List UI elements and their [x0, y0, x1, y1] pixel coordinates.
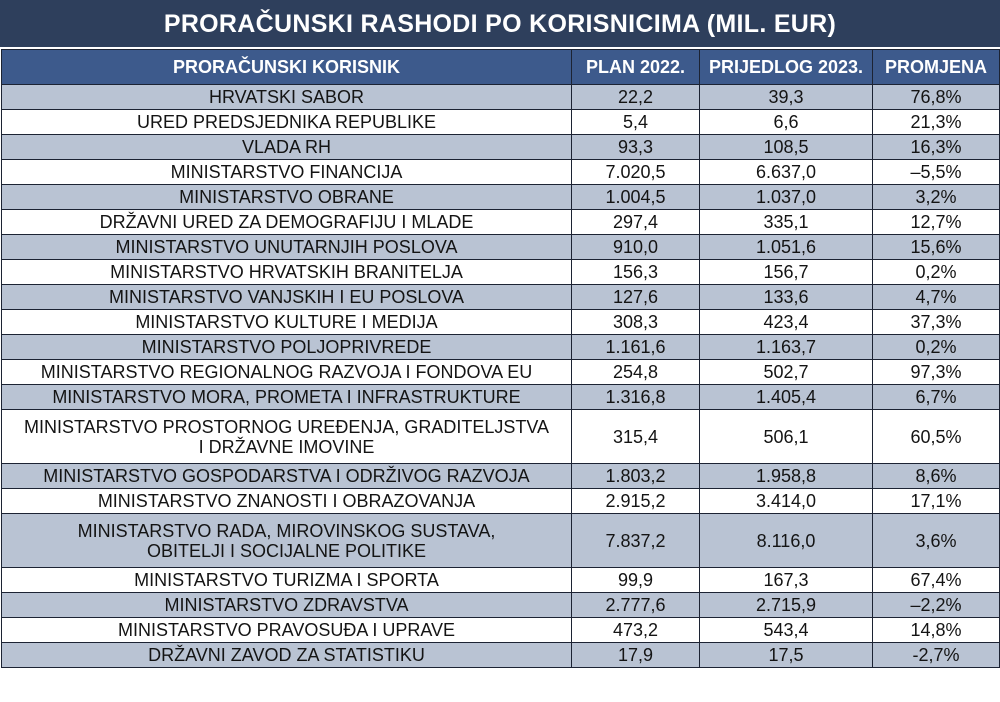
cell-plan-2022: 127,6	[572, 285, 700, 310]
table-row	[2, 464, 1000, 489]
cell-change: 0,2%	[873, 260, 1000, 285]
cell-change: 76,8%	[873, 85, 1000, 110]
header-plan-2022: PLAN 2022.	[572, 50, 700, 85]
cell-plan-2022: 17,9	[572, 643, 700, 668]
cell-change: 21,3%	[873, 110, 1000, 135]
cell-change: 3,2%	[873, 185, 1000, 210]
table-row	[2, 310, 1000, 335]
cell-change: 12,7%	[873, 210, 1000, 235]
cell-change: 67,4%	[873, 568, 1000, 593]
header-row	[2, 50, 1000, 85]
cell-proposal-2023: 39,3	[700, 85, 873, 110]
budget-user-name: MINISTARSTVO OBRANE	[179, 187, 394, 207]
cell-proposal-2023: 335,1	[700, 210, 873, 235]
budget-user-name: MINISTARSTVO UNUTARNJIH POSLOVA	[115, 237, 458, 257]
budget-user-name: MINISTARSTVO VANJSKIH I EU POSLOVA	[108, 287, 465, 307]
budget-user-name: MINISTARSTVO POLJOPRIVREDE	[141, 337, 432, 357]
budget-user-name-line2: I DRŽAVNE IMOVINE	[198, 436, 375, 457]
cell-plan-2022: 22,2	[572, 85, 700, 110]
cell-change: 4,7%	[873, 285, 1000, 310]
cell-budget-user	[2, 185, 572, 210]
cell-budget-user	[2, 260, 572, 285]
cell-budget-user	[2, 643, 572, 668]
budget-user-name: MINISTARSTVO ZNANOSTI I OBRAZOVANJA	[97, 491, 476, 511]
budget-user-name: VLADA RH	[241, 137, 332, 157]
cell-budget-user	[2, 489, 572, 514]
budget-user-name: MINISTARSTVO GOSPODARSTVA I ODRŽIVOG RAZVOJA	[43, 466, 530, 486]
table-row	[2, 568, 1000, 593]
cell-plan-2022: 7.837,2	[572, 514, 700, 568]
cell-proposal-2023: 6.637,0	[700, 160, 873, 185]
cell-plan-2022: 473,2	[572, 618, 700, 643]
budget-table	[1, 49, 1000, 668]
budget-user-name: MINISTARSTVO PRAVOSUĐA I UPRAVE	[117, 620, 456, 640]
cell-budget-user	[2, 160, 572, 185]
cell-plan-2022: 1.316,8	[572, 385, 700, 410]
cell-proposal-2023: 167,3	[700, 568, 873, 593]
cell-budget-user	[2, 110, 572, 135]
cell-budget-user	[2, 85, 572, 110]
cell-plan-2022: 2.777,6	[572, 593, 700, 618]
cell-budget-user	[2, 464, 572, 489]
header-budget-user: PRORAČUNSKI KORISNIK	[2, 50, 572, 85]
cell-change: 3,6%	[873, 514, 1000, 568]
cell-proposal-2023: 1.163,7	[700, 335, 873, 360]
cell-change: 97,3%	[873, 360, 1000, 385]
table-row	[2, 618, 1000, 643]
cell-proposal-2023: 1.051,6	[700, 235, 873, 260]
budget-user-name: MINISTARSTVO KULTURE I MEDIJA	[135, 312, 438, 332]
cell-proposal-2023: 502,7	[700, 360, 873, 385]
cell-change: 8,6%	[873, 464, 1000, 489]
budget-user-name: MINISTARSTVO FINANCIJA	[170, 162, 403, 182]
cell-plan-2022: 2.915,2	[572, 489, 700, 514]
budget-user-name: MINISTARSTVO PROSTORNOG UREĐENJA, GRADITELJSTVA	[23, 416, 550, 437]
table-row	[2, 135, 1000, 160]
table-row	[2, 385, 1000, 410]
budget-user-name: MINISTARSTVO REGIONALNOG RAZVOJA I FONDOVA EU	[40, 362, 533, 382]
cell-change: –2,2%	[873, 593, 1000, 618]
cell-change: 6,7%	[873, 385, 1000, 410]
cell-budget-user	[2, 135, 572, 160]
cell-plan-2022: 93,3	[572, 135, 700, 160]
table-row	[2, 210, 1000, 235]
cell-plan-2022: 7.020,5	[572, 160, 700, 185]
budget-user-name: MINISTARSTVO MORA, PROMETA I INFRASTRUKTURE	[52, 387, 521, 407]
cell-proposal-2023: 17,5	[700, 643, 873, 668]
table-row	[2, 85, 1000, 110]
table-row	[2, 489, 1000, 514]
cell-plan-2022: 99,9	[572, 568, 700, 593]
header-proposal-2023: PRIJEDLOG 2023.	[700, 50, 873, 85]
cell-budget-user	[2, 514, 572, 568]
cell-plan-2022: 156,3	[572, 260, 700, 285]
cell-plan-2022: 1.803,2	[572, 464, 700, 489]
table-row	[2, 593, 1000, 618]
cell-change: 60,5%	[873, 410, 1000, 464]
budget-user-name: DRŽAVNI URED ZA DEMOGRAFIJU I MLADE	[99, 212, 474, 232]
budget-user-name-line2: OBITELJI I SOCIJALNE POLITIKE	[146, 540, 427, 561]
cell-proposal-2023: 1.037,0	[700, 185, 873, 210]
table-title: PRORAČUNSKI RASHODI PO KORISNICIMA (MIL. EUR)	[0, 0, 1000, 49]
cell-proposal-2023: 8.116,0	[700, 514, 873, 568]
cell-change: 0,2%	[873, 335, 1000, 360]
cell-proposal-2023: 423,4	[700, 310, 873, 335]
cell-plan-2022: 1.004,5	[572, 185, 700, 210]
cell-budget-user	[2, 410, 572, 464]
cell-proposal-2023: 543,4	[700, 618, 873, 643]
table-row	[2, 260, 1000, 285]
cell-budget-user	[2, 210, 572, 235]
cell-plan-2022: 254,8	[572, 360, 700, 385]
cell-plan-2022: 297,4	[572, 210, 700, 235]
cell-proposal-2023: 108,5	[700, 135, 873, 160]
table-row	[2, 360, 1000, 385]
table-row	[2, 514, 1000, 568]
budget-user-name: DRŽAVNI ZAVOD ZA STATISTIKU	[148, 645, 425, 665]
budget-user-name: MINISTARSTVO RADA, MIROVINSKOG SUSTAVA,	[77, 520, 496, 541]
table-row	[2, 643, 1000, 668]
budget-user-name: HRVATSKI SABOR	[208, 87, 365, 107]
cell-plan-2022: 308,3	[572, 310, 700, 335]
cell-budget-user	[2, 310, 572, 335]
table-row	[2, 185, 1000, 210]
cell-budget-user	[2, 618, 572, 643]
cell-plan-2022: 315,4	[572, 410, 700, 464]
cell-budget-user	[2, 335, 572, 360]
cell-proposal-2023: 1.405,4	[700, 385, 873, 410]
cell-change: –5,5%	[873, 160, 1000, 185]
table-row	[2, 235, 1000, 260]
table-row	[2, 410, 1000, 464]
cell-change: 14,8%	[873, 618, 1000, 643]
cell-proposal-2023: 1.958,8	[700, 464, 873, 489]
cell-budget-user	[2, 568, 572, 593]
header-change: PROMJENA	[873, 50, 1000, 85]
cell-budget-user	[2, 235, 572, 260]
cell-change: -2,7%	[873, 643, 1000, 668]
cell-change: 16,3%	[873, 135, 1000, 160]
table-row	[2, 160, 1000, 185]
cell-budget-user	[2, 360, 572, 385]
cell-change: 15,6%	[873, 235, 1000, 260]
cell-change: 17,1%	[873, 489, 1000, 514]
cell-proposal-2023: 3.414,0	[700, 489, 873, 514]
table-row	[2, 335, 1000, 360]
budget-user-name: URED PREDSJEDNIKA REPUBLIKE	[136, 112, 437, 132]
budget-user-name: MINISTARSTVO ZDRAVSTVA	[164, 595, 409, 615]
table-row	[2, 110, 1000, 135]
cell-plan-2022: 1.161,6	[572, 335, 700, 360]
budget-user-name: MINISTARSTVO TURIZMA I SPORTA	[134, 570, 439, 590]
cell-budget-user	[2, 593, 572, 618]
cell-proposal-2023: 6,6	[700, 110, 873, 135]
cell-proposal-2023: 506,1	[700, 410, 873, 464]
cell-change: 37,3%	[873, 310, 1000, 335]
cell-plan-2022: 5,4	[572, 110, 700, 135]
cell-proposal-2023: 156,7	[700, 260, 873, 285]
table-body	[2, 85, 1000, 668]
cell-proposal-2023: 133,6	[700, 285, 873, 310]
cell-budget-user	[2, 385, 572, 410]
table-row	[2, 285, 1000, 310]
budget-user-name: MINISTARSTVO HRVATSKIH BRANITELJA	[110, 262, 463, 282]
cell-proposal-2023: 2.715,9	[700, 593, 873, 618]
cell-budget-user	[2, 285, 572, 310]
cell-plan-2022: 910,0	[572, 235, 700, 260]
